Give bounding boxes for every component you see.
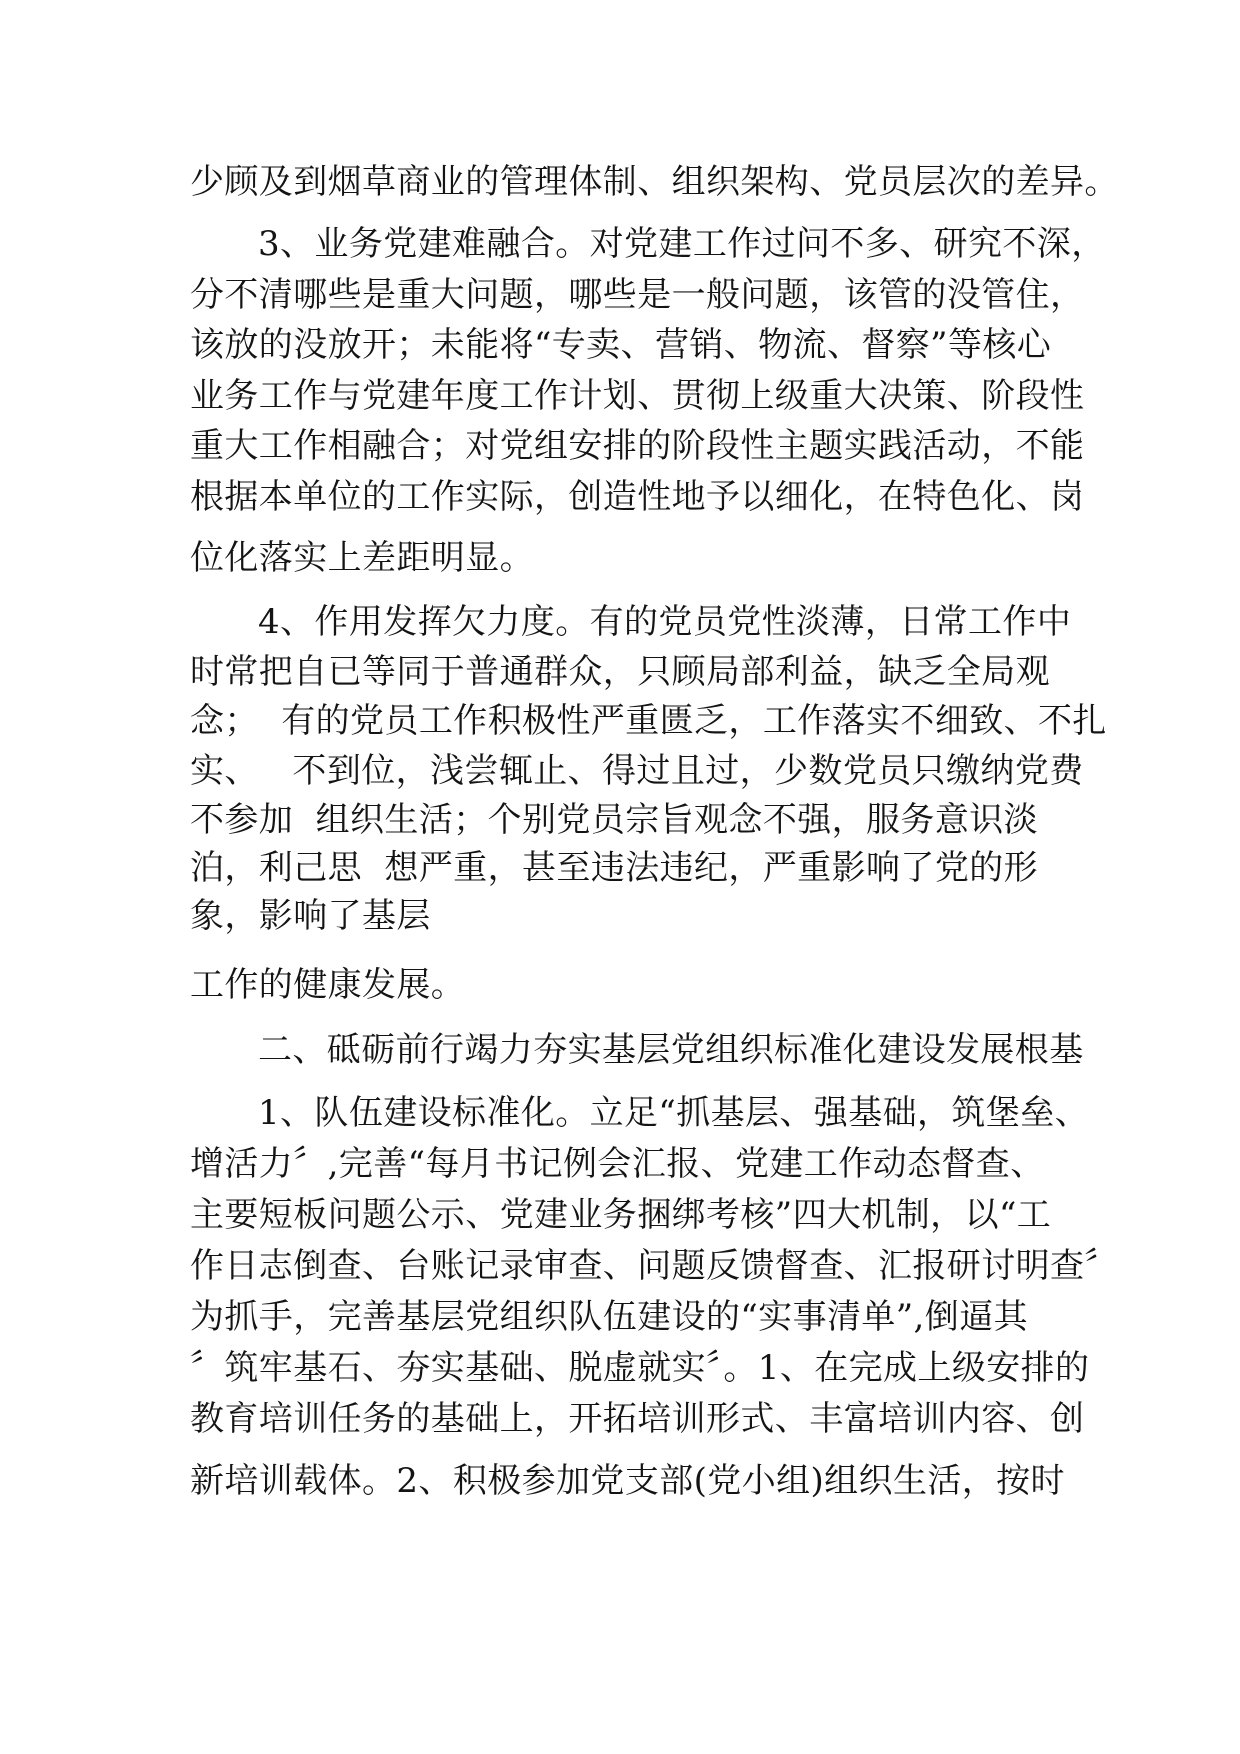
text-line: 业务工作与党建年度工作计划、贯彻上级重大决策、阶段性 [190, 376, 1085, 416]
text-line: 教育培训任务的基础上，开拓培训形式、丰富培训内容、创 [190, 1399, 1085, 1439]
text-line: 少顾及到烟草商业的管理体制、组织架构、党员层次的差异。 [190, 162, 1119, 202]
text-line: 1、队伍建设标准化。立足“抓基层、强基础，筑堡垒、 [258, 1093, 1090, 1133]
text-line: 工作的健康发展。 [190, 965, 466, 1005]
text-line: 念； 有的党员工作积极性严重匮乏，工作落实不细致、不扎 [190, 701, 1107, 741]
text-line: 重大工作相融合；对党组安排的阶段性主题实践活动，不能 [190, 426, 1085, 466]
text-line: 泊，利己思 想严重，甚至违法违纪，严重影响了党的形 [190, 848, 1039, 888]
text-line: 实、 不到位，浅尝辄止、得过且过，少数党员只缴纳党费 [190, 751, 1084, 791]
text-line: 不参加 组织生活；个别党员宗旨观念不强，服务意识淡 [190, 800, 1039, 840]
text-line: 〞筑牢基石、夯实基础、脱虚就实〞。1、在完成上级安排的 [190, 1348, 1090, 1388]
text-line: 新培训载体。2、积极参加党支部(党小组)组织生活，按时 [190, 1461, 1065, 1501]
text-line: 时常把自已等同于普通群众，只顾局部利益，缺乏全局观 [190, 652, 1050, 692]
text-line: 该放的没放开；未能将“专卖、营销、物流、督察”等核心 [190, 325, 1052, 365]
text-line: 分不清哪些是重大问题，哪些是一般问题，该管的没管住， [190, 275, 1085, 315]
section-heading: 二、砥砺前行竭力夯实基层党组织标准化建设发展根基 [258, 1030, 1084, 1070]
text-line: 3、业务党建难融合。对党建工作过问不多、研究不深， [258, 224, 1106, 264]
text-line: 象，影响了基层 [190, 896, 431, 936]
text-line: 位化落实上差距明显。 [190, 538, 534, 578]
text-line: 作日志倒查、台账记录审查、问题反馈督查、汇报研讨明查〞 [190, 1246, 1119, 1286]
text-line: 主要短板问题公示、党建业务捆绑考核”四大机制，以“工 [190, 1195, 1052, 1235]
text-line: 根据本单位的工作实际，创造性地予以细化，在特色化、岗 [190, 477, 1085, 517]
text-line: 增活力〞,完善“每月书记例会汇报、党建工作动态督查、 [190, 1144, 1045, 1184]
text-line: 4、作用发挥欠力度。有的党员党性淡薄，日常工作中 [258, 602, 1072, 642]
text-line: 为抓手，完善基层党组织队伍建设的“实事清单”,倒逼其 [190, 1297, 1028, 1337]
